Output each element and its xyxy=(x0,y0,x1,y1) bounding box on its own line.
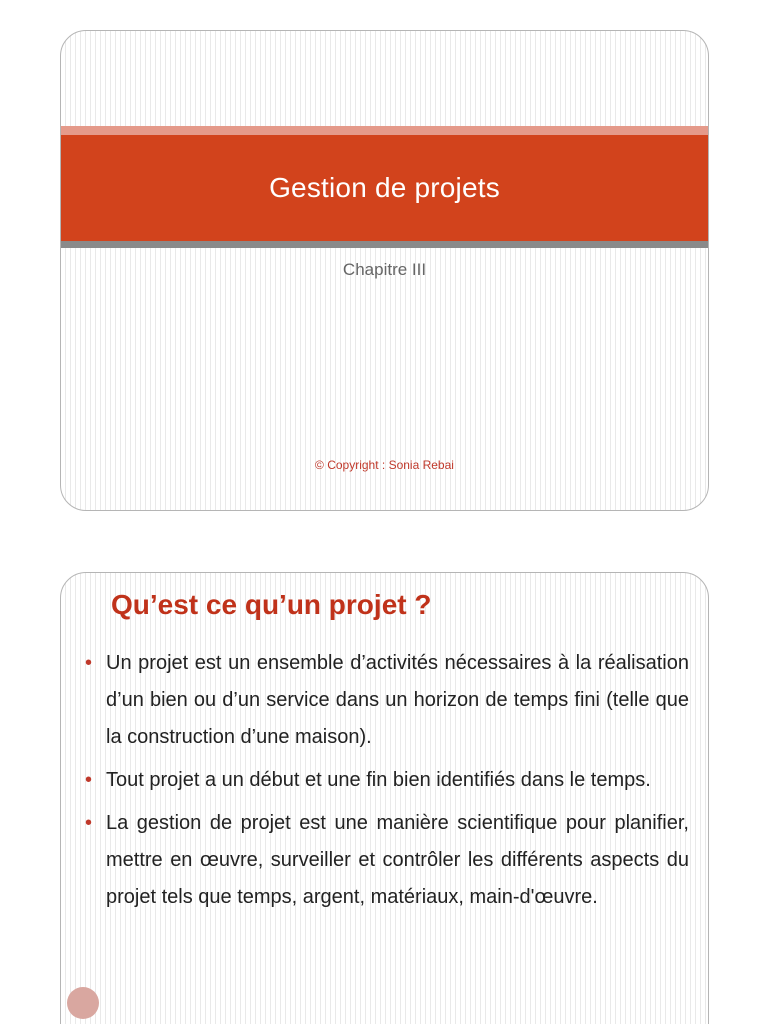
copyright-notice: © Copyright : Sonia Rebai xyxy=(315,458,454,472)
content-slide xyxy=(60,572,709,1024)
page-marker-icon xyxy=(67,987,99,1019)
bullet-list xyxy=(85,645,689,922)
list-item xyxy=(85,805,689,916)
slide-subtitle: Chapitre III xyxy=(342,260,427,279)
slide-heading: Qu’est ce qu’un projet ? xyxy=(111,589,432,620)
list-item xyxy=(85,762,689,799)
list-item xyxy=(85,645,689,756)
title-band-shadow xyxy=(61,241,708,248)
bullet-text: Un projet est un ensemble d’activités nécessaires à la réalisation d’un bien ou d’un service dans un horizon de temps fini (telle que la construction d’une maison). xyxy=(106,652,689,748)
title-band-accent xyxy=(61,126,708,135)
bullet-text: La gestion de projet est une manière scientifique pour planifier, mettre en œuvre, surveiller et contrôler les différents aspects du projet tels que temps, argent, matériaux, main-d'œuvre. xyxy=(106,812,689,908)
slide-title: Gestion de projets xyxy=(269,172,500,203)
bullet-dot-icon: • xyxy=(85,652,93,674)
bullet-text: Tout projet a un début et une fin bien identifiés dans le temps. xyxy=(106,769,651,791)
title-slide xyxy=(60,30,709,511)
bullet-dot-icon: • xyxy=(85,769,93,791)
bullet-dot-icon: • xyxy=(85,812,93,834)
title-band xyxy=(61,135,708,241)
